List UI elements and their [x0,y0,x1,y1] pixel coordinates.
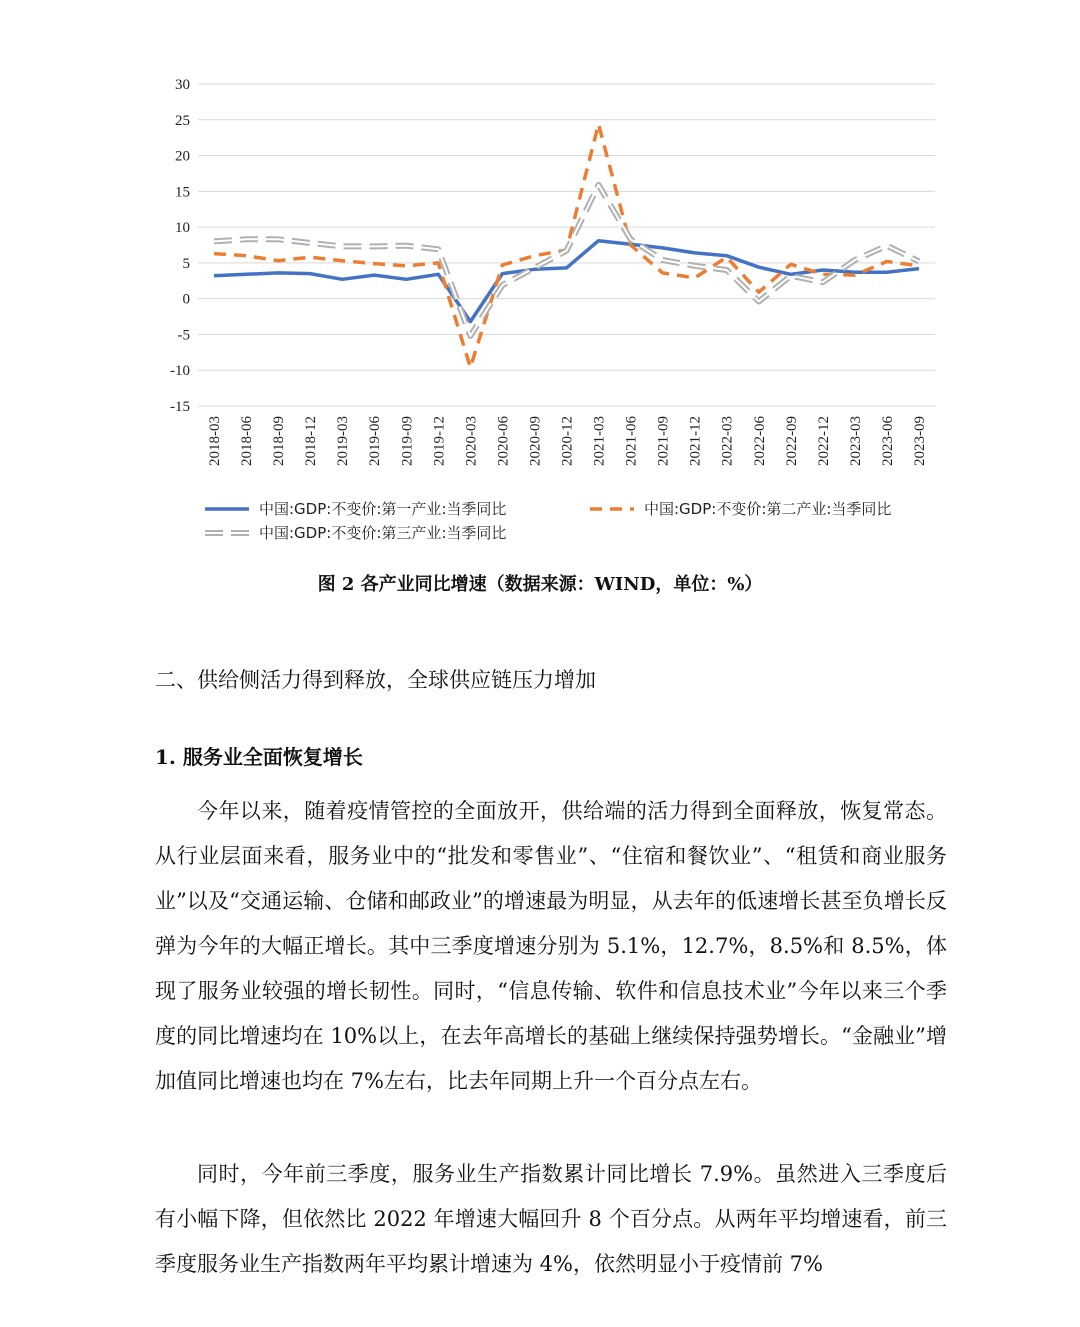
chart-series [214,124,919,367]
x-tick-label: 2020-09 [527,416,544,466]
series-line-tertiary [214,185,919,336]
x-axis-ticks [207,416,928,466]
x-tick-label: 2022-06 [751,416,768,466]
x-tick-label: 2018-09 [271,416,288,466]
section-heading: 二、供给侧活力得到释放，全球供应链压力增加 [155,668,596,692]
body-paragraph: 今年以来，随着疫情管控的全面放开，供给端的活力得到全面释放，恢复常态。从行业层面来看，服务业中的“批发和零售业”、“住宿和餐饮业”、“租赁和商业服务业”以及“交通运输、仓储和邮政业”的增速最为明显，从去年的低速增长甚至负增长反弹为今年的大幅正增长。其中三季度增速分别为 5.1%，12.7%，8.5%和 8.5%，体现了服务业较强的增长韧性。同时，“信息传输、软件和信息技术业”今年以来三个季度的同比增速均在 10%以上，在去年高增长的基础上继续保持强势增长。“金融业”增加值同比增速也均在 7%左右，比去年同期上升一个百分点左右。 [155,799,947,1093]
y-tick-label: 25 [175,112,190,129]
x-tick-label: 2021-03 [591,416,608,466]
x-tick-label: 2020-12 [559,416,576,466]
x-tick-label: 2021-06 [623,416,640,466]
series-line-tertiary-inner [214,185,919,336]
x-tick-label: 2023-03 [847,416,864,466]
y-tick-label: 10 [175,220,190,237]
y-tick-label: -10 [170,363,190,380]
x-tick-label: 2020-03 [463,416,480,466]
subsection-heading: 1. 服务业全面恢复增长 [155,745,363,769]
body-paragraph: 同时，今年前三季度，服务业生产指数累计同比增长 7.9%。虽然进入三季度后有小幅下降，但依然比 2022 年增速大幅回升 8 个百分点。从两年平均增速看，前三季度服务业生产指数两年平均累计增速为 4%，依然明显小于疫情前 7% [155,1162,947,1276]
x-tick-label: 2021-09 [655,416,672,466]
figure-caption: 图 2 各产业同比增速（数据来源：WIND，单位：%） [317,574,763,595]
y-tick-label: 15 [175,184,190,201]
y-tick-label: 5 [182,255,190,272]
x-tick-label: 2018-06 [239,416,256,466]
x-tick-label: 2023-06 [879,416,896,466]
x-tick-label: 2019-03 [335,416,352,466]
y-tick-label: -15 [170,399,190,415]
x-tick-label: 2022-03 [719,416,736,466]
legend-label: 中国:GDP:不变价:第三产业:当季同比 [259,524,507,542]
chart-legend [205,500,891,542]
x-tick-label: 2019-06 [367,416,384,466]
x-tick-label: 2018-03 [207,416,224,466]
line-chart [0,0,1080,560]
x-tick-label: 2021-12 [687,416,704,466]
y-tick-label: 20 [175,148,190,165]
y-axis-ticks [170,77,190,415]
x-tick-label: 2020-06 [495,416,512,466]
y-tick-label: 30 [175,77,190,93]
x-tick-label: 2023-09 [911,416,928,466]
x-tick-label: 2022-09 [783,416,800,466]
x-tick-label: 2018-12 [303,416,320,466]
y-tick-label: 0 [182,291,190,308]
legend-label: 中国:GDP:不变价:第一产业:当季同比 [259,500,507,518]
x-tick-label: 2019-09 [399,416,416,466]
legend-label: 中国:GDP:不变价:第二产业:当季同比 [644,500,892,518]
x-tick-label: 2022-12 [815,416,832,466]
x-tick-label: 2019-12 [431,416,448,466]
y-tick-label: -5 [177,327,190,344]
